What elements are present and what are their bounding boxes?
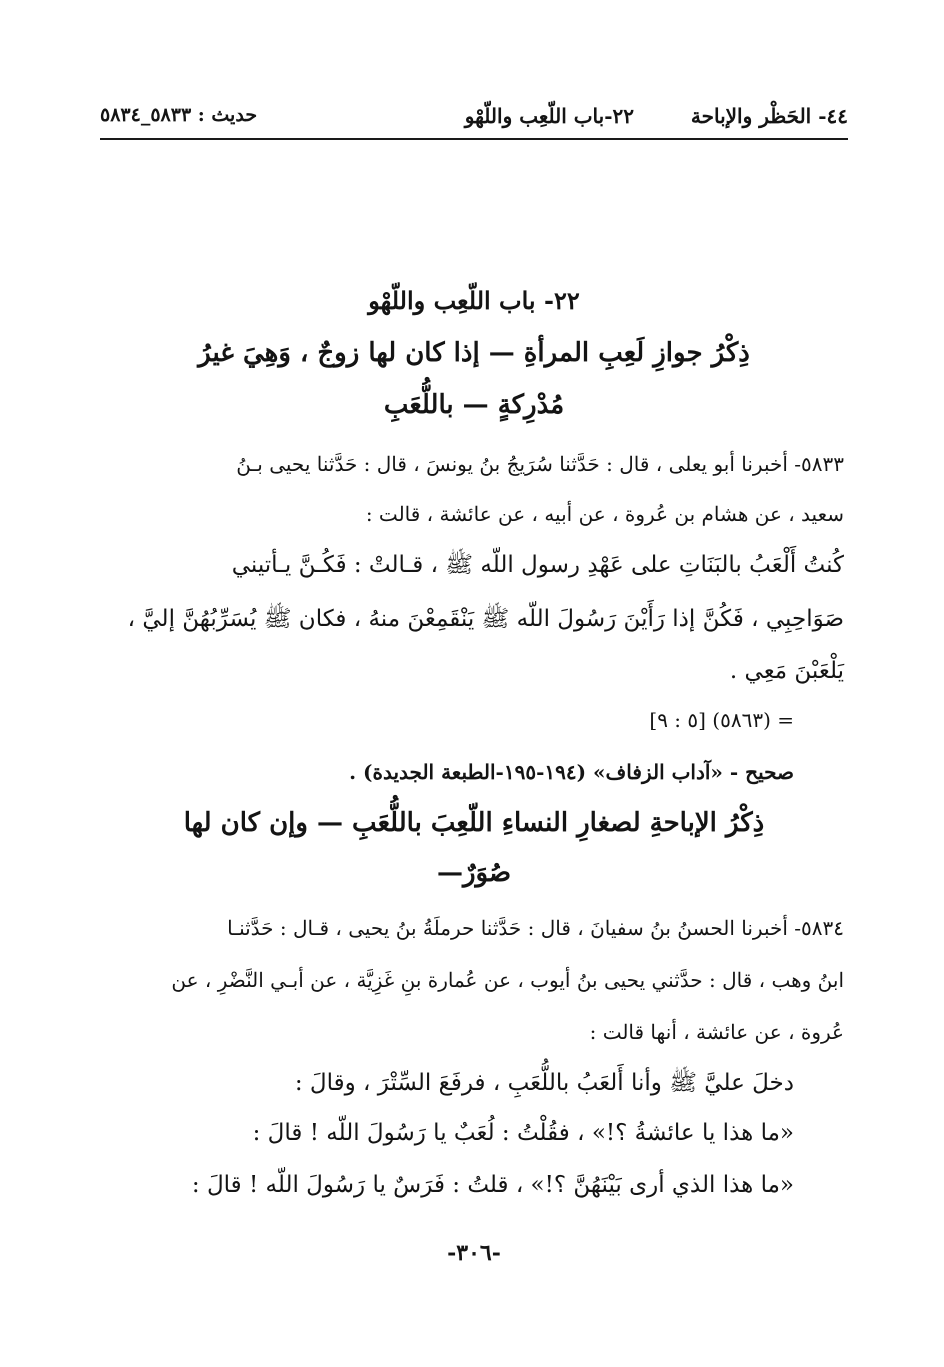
hadith-5833-matn-line-3: يَلْعَبْنَ مَعِي .: [729, 658, 844, 684]
hadith-5833-takhrij: صحيح - «آداب الزفاف» (١٩٤-١٩٥-الطبعة الجديدة) .: [349, 760, 794, 784]
hadith-5834-matn-line-2: «ما هذا يا عائشةُ ؟!» ، فقُلْتُ : لُعَبٌ يا رَسُولَ اللّه ! قالَ :: [252, 1120, 794, 1146]
header-divider: [100, 138, 848, 140]
dhikr-heading-2-line-1: ذِكْرُ الإباحةِ لصغارِ النساءِ اللّعِبَ باللُّعَبِ — وإن كان لها: [183, 808, 765, 838]
hadith-5833-isnad-line-2: سعيد ، عن هشام بن عُروة ، عن أبيه ، عن عائشة ، قالت :: [365, 502, 844, 526]
header-bab-title: ٢٢-باب اللّعِب واللّهْو: [464, 104, 634, 128]
hadith-5833-isnad-line-1: ٥٨٣٣- أخبرنا أبو يعلى ، قال : حَدَّثنا سُرَيجُ بنُ يونسَ ، قال : حَدَّثنا يحيى بـنُ: [236, 452, 844, 476]
running-header: [100, 100, 848, 136]
dhikr-heading-1-line-2: مُدْرِكةٍ — باللُّعَبِ: [383, 390, 565, 420]
page-number: -٣٠٦-: [447, 1240, 501, 1266]
header-hadith-range: حديث : ٥٨٣٣_٥٨٣٤: [100, 104, 258, 126]
hadith-5833-cross-reference: = (٥٨٦٣) [٥ : ٩]: [649, 708, 794, 732]
dhikr-heading-1-line-1: ذِكْرُ جوازِ لَعِبِ المرأةِ — إذا كان لها زوجٌ ، وَهِيَ غيرُ: [198, 338, 750, 368]
hadith-5834-matn-line-3: «ما هذا الذي أرى بَيْنَهُنَّ ؟!» ، قلتُ : فَرَسٌ يا رَسُولَ اللّه ! قالَ :: [191, 1172, 794, 1198]
hadith-5833-matn-line-1: كُنتُ أَلْعَبُ بالبَنَاتِ على عَهْدِ رسول اللّه ﷺ ، قـالتْ : فَكُـنَّ يـأتيني: [231, 552, 844, 578]
hadith-5834-matn-line-1: دخلَ عليَّ ﷺ وأنا أَلعَبُ باللُّعَبِ ، فرفَعَ السِّتْرَ ، وقالَ :: [294, 1070, 794, 1096]
dhikr-heading-2-line-2: صُوَرٌ—: [436, 858, 512, 888]
hadith-5834-isnad-line-3: عُروة ، عن عائشة ، أنها قالت :: [589, 1020, 844, 1044]
hadith-5834-isnad-line-2: ابنُ وهب ، قال : حدَّثني يحيى بنُ أيوب ، عن عُمارة بنِ غَزِيَّة ، عن أبـي النَّضْرِ ، عن: [171, 968, 844, 992]
hadith-5834-isnad-line-1: ٥٨٣٤- أخبرنا الحسنُ بنُ سفيانَ ، قال : حَدَّثنا حرملَةُ بنُ يحيى ، قـال : حَدَّثنـا: [227, 916, 844, 940]
header-chapter-title: ٤٤- الحَظْر والإباحة: [690, 104, 848, 128]
bab-heading: ٢٢- باب اللّعِب واللّهْو: [368, 286, 580, 315]
hadith-5833-matn-line-2: صَوَاحِبِي ، فَكُنَّ إذا رَأَيْنَ رَسُولَ اللّه ﷺ يَنْقَمِعْنَ منهُ ، فكان ﷺ يُسَرِّبُهُنَّ إليَّ ،: [127, 606, 844, 632]
